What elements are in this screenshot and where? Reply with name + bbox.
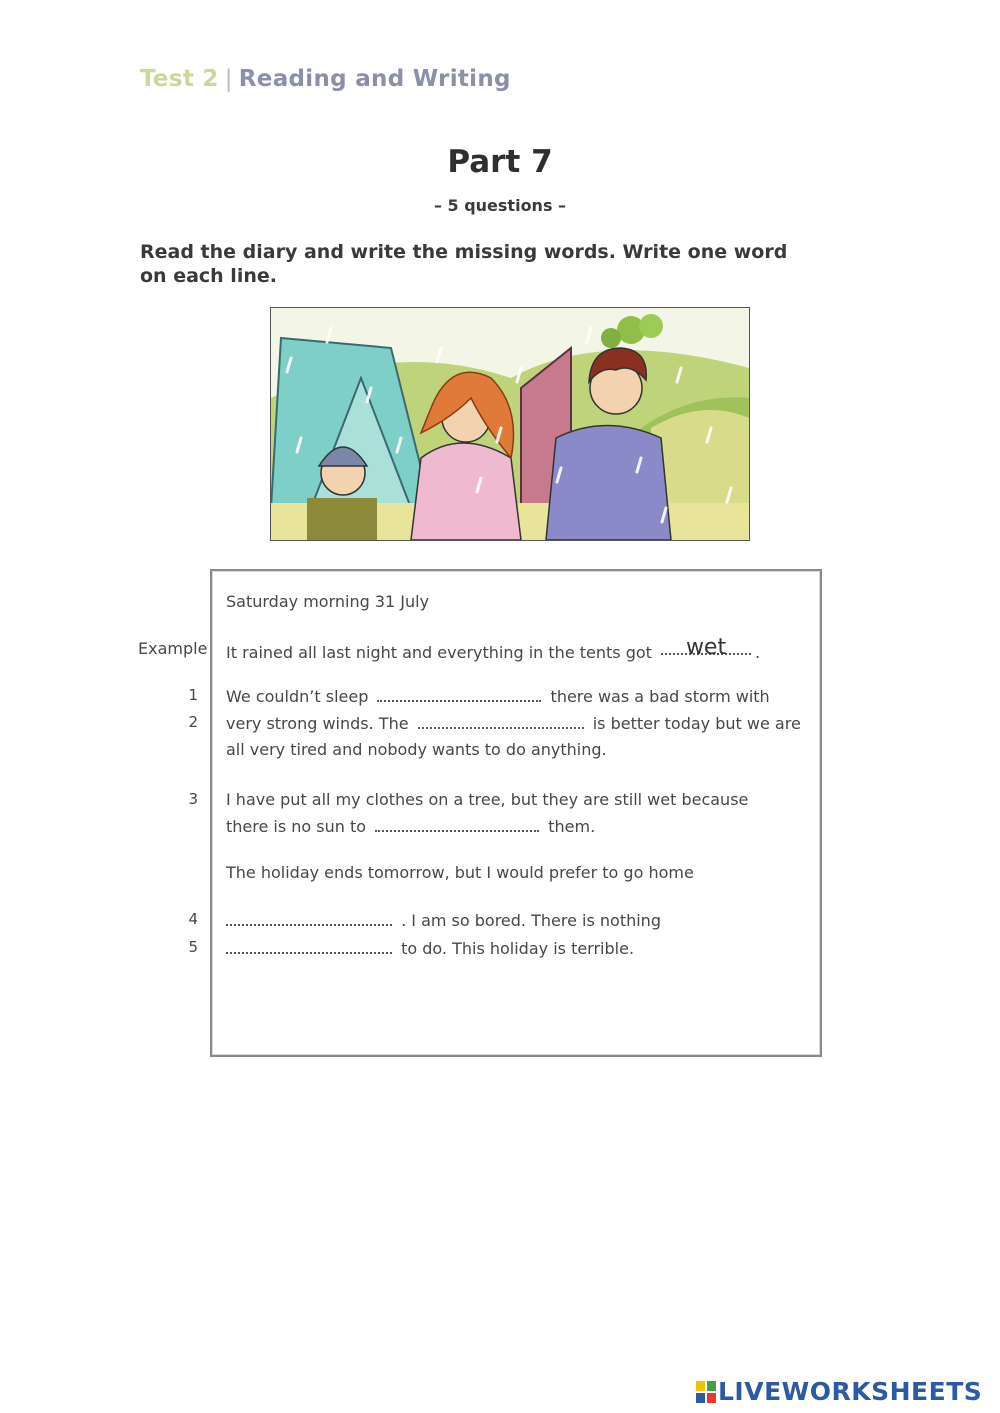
example-answer: wet [685,635,727,660]
instructions: Read the diary and write the missing words. Write one word on each line. [140,241,788,287]
part-subtitle: – 5 questions – [433,196,567,215]
answer-blank-5[interactable] [226,938,392,954]
q3-text-before: there is no sun to [226,817,367,836]
question-number-5: 5 [188,938,198,956]
q2-text-after: is better today but we are [592,714,801,733]
part-title: Part 7 [447,144,553,180]
header-separator: | [224,66,233,92]
question-5-line [226,938,634,958]
example-label: Example [138,639,208,658]
diary-line-tired: all very tired and nobody wants to do anything. [226,740,607,759]
question-1-line [226,686,770,706]
question-2-line [226,713,801,733]
q3-text-after: them. [548,817,596,836]
q2-text-before: very strong winds. The [226,714,409,733]
question-number-4: 4 [188,910,198,928]
answer-blank-1[interactable] [377,686,541,702]
example-answer-blank [661,635,751,660]
answer-blank-2[interactable] [418,713,584,729]
q1-text-after: there was a bad storm with [550,687,770,706]
diary-line-holiday: The holiday ends tomorrow, but I would prefer to go home [226,863,694,882]
diary-heading: Saturday morning 31 July [226,592,430,611]
example-text: It rained all last night and everything in the tents got [226,643,652,662]
answer-blank-3[interactable] [375,816,539,832]
section-title: Reading and Writing [238,66,511,92]
question-number-1: 1 [188,686,198,704]
diary-line-clothes: I have put all my clothes on a tree, but they are still wet because [226,790,749,809]
q5-text-after: to do. This holiday is terrible. [401,939,635,958]
answer-blank-4[interactable] [226,910,392,926]
liveworksheets-logo-icon [696,1380,716,1402]
liveworksheets-logo[interactable] [696,1377,982,1406]
liveworksheets-brand-text: LIVEWORKSHEETS [718,1377,983,1406]
family-in-rain-image [271,308,749,540]
question-3-line [226,816,595,836]
example-line [226,635,761,662]
question-number-2: 2 [188,713,198,731]
section-header [140,66,511,92]
rainy-camping-illustration [270,307,750,541]
q4-text-after: . I am so bored. There is nothing [401,911,661,930]
test-label: Test 2 [140,66,219,92]
question-4-line [226,910,661,930]
example-end: . [755,643,761,662]
question-number-3: 3 [188,790,198,808]
q1-text-before: We couldn’t sleep [226,687,369,706]
